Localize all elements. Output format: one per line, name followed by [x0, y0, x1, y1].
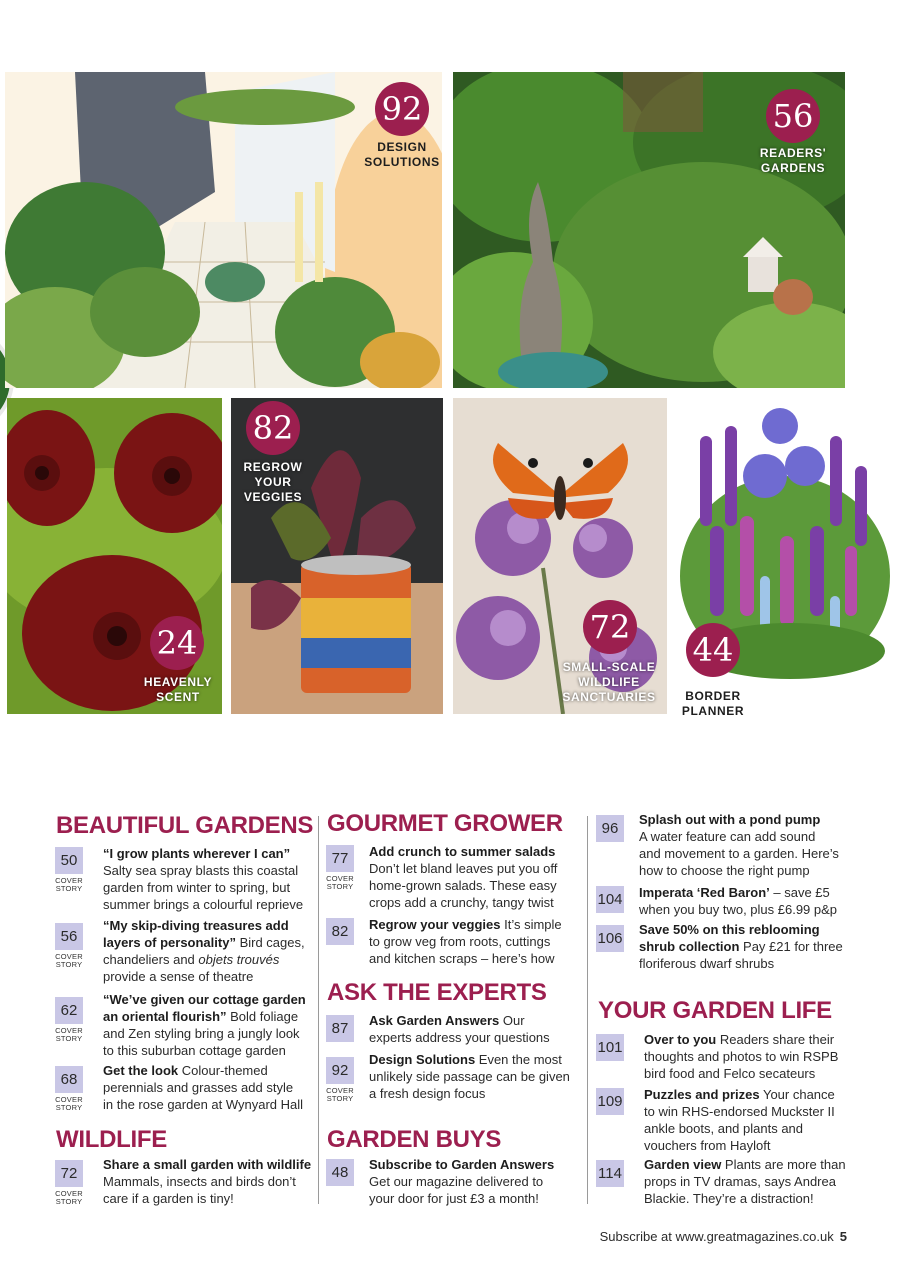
page-number-box: 101 — [596, 1034, 624, 1061]
caption-line: SOLUTIONS — [364, 155, 440, 169]
entry-text — [103, 1156, 318, 1207]
entry-line: Bird cages, — [235, 935, 305, 950]
entry-line: your door for just £3 a month! — [369, 1191, 539, 1206]
cover-story-label: COVER STORY — [326, 1086, 354, 1103]
entry-title: an oriental flourish” — [103, 1009, 227, 1024]
entry-text — [369, 1012, 584, 1046]
column-divider — [587, 816, 588, 1204]
entry-line: vouchers from Hayloft — [644, 1138, 771, 1153]
caption-wildlife-sanctuaries — [559, 660, 659, 705]
entry-line: when you buy two, plus £6.99 p&p — [639, 902, 838, 917]
caption-line: DESIGN — [377, 140, 427, 154]
entry-text — [639, 811, 869, 879]
entry-line: Even the most — [475, 1052, 562, 1067]
entry-title: Imperata ‘Red Baron’ — [639, 885, 770, 900]
entry-title: Share a small garden with wildlife — [103, 1157, 312, 1172]
page-number-box: 114 — [596, 1160, 624, 1187]
caption-line: YOUR — [254, 475, 292, 489]
caption-line: VEGGIES — [243, 490, 303, 504]
entry-text — [369, 1051, 584, 1102]
caption-line: WILDLIFE — [578, 675, 640, 689]
caption-regrow-veggies — [233, 460, 313, 505]
entry-title: layers of personality” — [103, 935, 236, 950]
caption-readers-gardens — [749, 146, 837, 176]
page-badge-92: 92 — [375, 82, 429, 136]
caption-heavenly-scent — [137, 675, 219, 705]
page-number: 5 — [839, 1229, 847, 1244]
page-number-box: 82 — [326, 918, 354, 945]
entry-text — [103, 991, 318, 1059]
entry-line: and movement to a garden. Here’s — [639, 846, 839, 861]
entry-line: Get our magazine delivered to — [369, 1174, 544, 1189]
entry-line: It’s simple — [500, 917, 562, 932]
entry-line: Salty sea spray blasts this coastal — [103, 863, 299, 878]
page-number-box: 109 — [596, 1088, 624, 1115]
entry-title: Garden view — [644, 1157, 722, 1172]
entry-line: to grow veg from roots, cuttings — [369, 934, 551, 949]
entry-line: Bold foliage — [226, 1009, 299, 1024]
page-number-box: 87 — [326, 1015, 354, 1042]
entry-text — [369, 1156, 584, 1207]
page-number-box: 104 — [596, 886, 624, 913]
caption-line: REGROW — [243, 460, 303, 474]
page-badge-82: 82 — [246, 401, 300, 455]
entry-italic: objets trouvés — [198, 952, 280, 967]
caption-line: SMALL-SCALE — [562, 660, 656, 674]
entry-line: ankle boots, and plants and — [644, 1121, 804, 1136]
entry-title: Add crunch to summer salads — [369, 844, 556, 859]
entry-line: summer brings a colourful reprieve — [103, 897, 304, 912]
entry-line: provide a sense of theatre — [103, 969, 254, 984]
entry-line: in the rose garden at Wynyard Hall — [103, 1097, 304, 1112]
cover-story-label: COVER STORY — [55, 1026, 83, 1043]
entry-line: care if a garden is tiny! — [103, 1191, 234, 1206]
entry-line: perennials and grasses add style — [103, 1080, 294, 1095]
cover-story-label: COVER STORY — [55, 1189, 83, 1206]
entry-line: home-grown salads. These easy — [369, 878, 557, 893]
column-divider — [318, 816, 319, 1204]
entry-line: Your chance — [759, 1087, 835, 1102]
entry-line: thoughts and photos to win RSPB — [644, 1049, 839, 1064]
entry-line: Colour-themed — [178, 1063, 268, 1078]
cover-story-label: COVER STORY — [55, 1095, 83, 1112]
entry-line: to win RHS-endorsed Muckster II — [644, 1104, 835, 1119]
page-number-box: 50 — [55, 847, 83, 874]
caption-line: SCENT — [156, 690, 200, 704]
page-badge-44: 44 — [686, 623, 740, 677]
section-title-garden-buys: GARDEN BUYS — [327, 1126, 502, 1153]
entry-line: bird food and Felco secateurs — [644, 1066, 816, 1081]
caption-design-solutions — [357, 140, 442, 170]
entry-title: Design Solutions — [369, 1052, 476, 1067]
caption-line: BORDER — [685, 689, 741, 703]
entry-title: shrub collection — [639, 939, 740, 954]
entry-line: crops add a crunchy, tangy twist — [369, 895, 554, 910]
entry-title: Ask Garden Answers — [369, 1013, 500, 1028]
caption-line: READERS' — [759, 146, 827, 160]
entry-text — [369, 916, 584, 967]
entry-line: to this suburban cottage garden — [103, 1043, 286, 1058]
cover-story-label: COVER STORY — [326, 874, 354, 891]
page-badge-56: 56 — [766, 89, 820, 143]
page-badge-24: 24 — [150, 616, 204, 670]
entry-line: Plants are more than — [721, 1157, 846, 1172]
entry-line: how to choose the right pump — [639, 863, 810, 878]
entry-text — [369, 843, 584, 911]
entry-line: Readers share their — [716, 1032, 835, 1047]
entry-text — [103, 845, 318, 913]
entry-text — [644, 1086, 874, 1154]
section-title-your-garden-life: YOUR GARDEN LIFE — [598, 997, 832, 1024]
section-title-beautiful-gardens: BEAUTIFUL GARDENS — [56, 812, 314, 839]
entry-title: “My skip-diving treasures add — [103, 918, 289, 933]
entry-title: Splash out with a pond pump — [639, 812, 821, 827]
entry-title: Puzzles and prizes — [644, 1087, 760, 1102]
entry-line: Pay £21 for three — [739, 939, 843, 954]
entry-line: Don’t let bland leaves put you off — [369, 861, 558, 876]
entry-line: unlikely side passage can be given — [369, 1069, 570, 1084]
entry-line: a fresh design focus — [369, 1086, 486, 1101]
photo-regrow-veggies[interactable] — [231, 398, 443, 714]
footer — [600, 1229, 847, 1244]
page-number-box: 62 — [55, 997, 83, 1024]
subscribe-link[interactable]: Subscribe at www.greatmagazines.co.uk — [599, 1229, 834, 1244]
page-number-box: 68 — [55, 1066, 83, 1093]
entry-line: and kitchen scraps – here’s how — [369, 951, 555, 966]
entry-text — [639, 921, 869, 972]
photo-heavenly-scent[interactable] — [7, 398, 222, 714]
caption-line: PLANNER — [681, 704, 745, 718]
entry-title: “I grow plants wherever I can” — [103, 846, 291, 861]
entry-title: Save 50% on this reblooming — [639, 922, 820, 937]
page-badge-72: 72 — [583, 600, 637, 654]
entry-title: “We’ve given our cottage garden — [103, 992, 306, 1007]
entry-title: Over to you — [644, 1032, 717, 1047]
page-number-box: 106 — [596, 925, 624, 952]
entry-line: experts address your questions — [369, 1030, 550, 1045]
page-number-box: 77 — [326, 845, 354, 872]
caption-line: GARDENS — [760, 161, 826, 175]
page-number-box: 48 — [326, 1159, 354, 1186]
entry-line: floriferous dwarf shrubs — [639, 956, 775, 971]
section-title-wildlife: WILDLIFE — [56, 1126, 167, 1153]
section-title-ask-the-experts: ASK THE EXPERTS — [327, 979, 547, 1006]
photo-readers-gardens[interactable] — [453, 72, 845, 388]
entry-line: props in TV dramas, says Andrea — [644, 1174, 836, 1189]
entry-line: chandeliers and — [103, 952, 199, 967]
entry-text — [644, 1031, 874, 1082]
entry-line: – save £5 — [769, 885, 830, 900]
cover-story-label: COVER STORY — [55, 876, 83, 893]
entry-line: Blackie. They’re a distraction! — [644, 1191, 814, 1206]
entry-text — [639, 884, 869, 918]
page-number-box: 72 — [55, 1160, 83, 1187]
entry-text — [103, 917, 318, 985]
entry-title: Subscribe to Garden Answers — [369, 1157, 555, 1172]
photo-wildlife-sanctuaries[interactable] — [453, 398, 667, 714]
photo-border-planner[interactable] — [670, 396, 892, 726]
page-number-box: 56 — [55, 923, 83, 950]
photo-design-solutions[interactable] — [5, 72, 442, 388]
caption-line: SANCTUARIES — [562, 690, 656, 704]
entry-line: garden from winter to spring, but — [103, 880, 291, 895]
page-number-box: 96 — [596, 815, 624, 842]
entry-line: and Zen styling bring a jungly look — [103, 1026, 300, 1041]
caption-line: HEAVENLY — [143, 675, 213, 689]
entry-title: Regrow your veggies — [369, 917, 501, 932]
entry-line: Mammals, insects and birds don’t — [103, 1174, 296, 1189]
section-title-gourmet-grower: GOURMET GROWER — [327, 810, 563, 837]
caption-border-planner — [672, 689, 754, 719]
entry-text — [644, 1156, 874, 1207]
entry-line: Our — [499, 1013, 525, 1028]
cover-story-label: COVER STORY — [55, 952, 83, 969]
entry-title: Get the look — [103, 1063, 179, 1078]
entry-text — [103, 1062, 318, 1113]
page-number-box: 92 — [326, 1057, 354, 1084]
entry-line: A water feature can add sound — [639, 829, 816, 844]
